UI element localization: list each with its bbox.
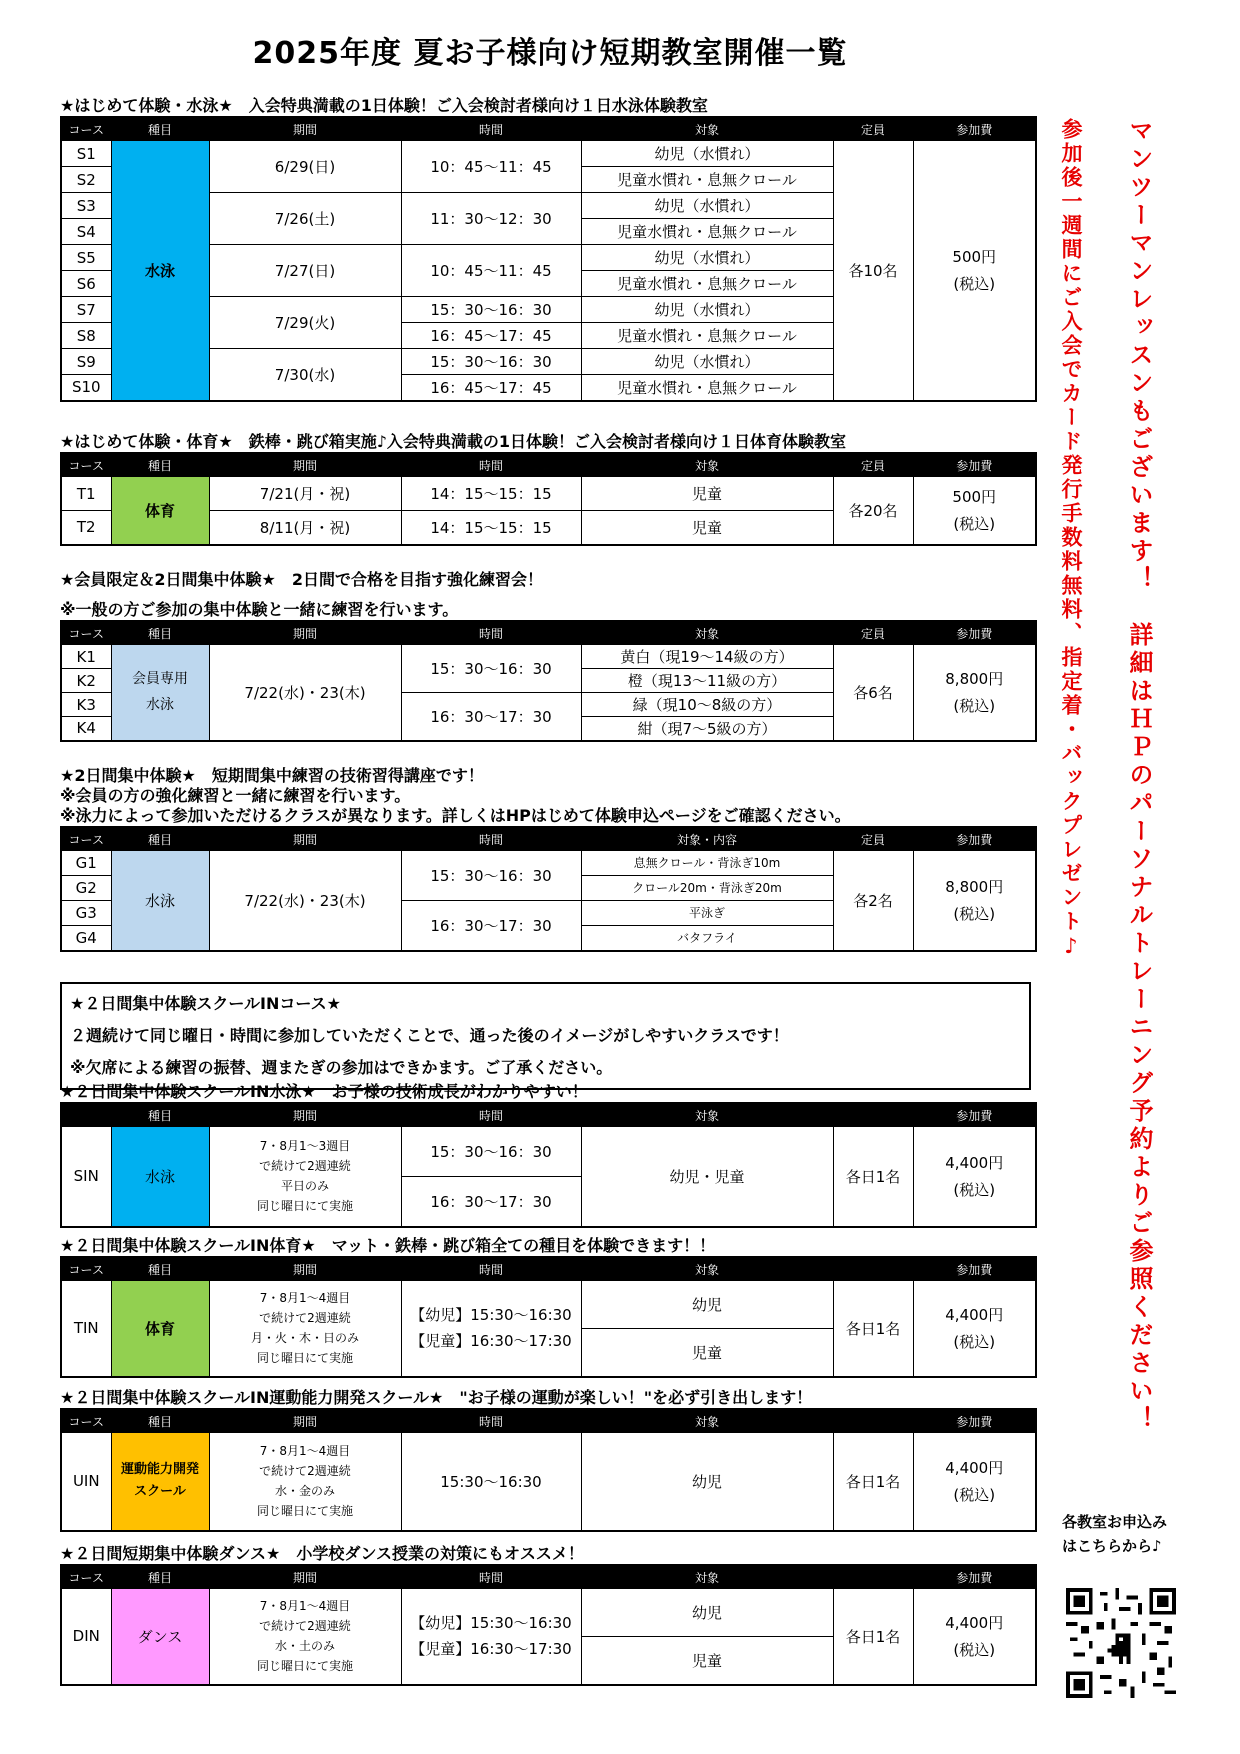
target-cell: 幼児 bbox=[581, 1589, 833, 1637]
course-code: K1 bbox=[61, 645, 111, 669]
category-cell: 水泳 bbox=[111, 851, 209, 951]
fee-cell bbox=[913, 1589, 1036, 1685]
course-code: G3 bbox=[61, 901, 111, 926]
qr-label-line: はこちらから♪ bbox=[1062, 1537, 1162, 1555]
period-cell bbox=[209, 1433, 401, 1531]
category-cell: 水泳 bbox=[111, 1127, 209, 1227]
course-code: TIN bbox=[61, 1281, 111, 1377]
target-cell: 児童水慣れ・息無クロール bbox=[581, 167, 833, 193]
school-in-info-box bbox=[60, 982, 1031, 1090]
course-code: S5 bbox=[61, 245, 111, 271]
capacity-cell: 各10名 bbox=[833, 141, 913, 401]
target-cell: 児童水慣れ・息無クロール bbox=[581, 323, 833, 349]
col-capacity bbox=[833, 1565, 913, 1589]
category-line: スクール bbox=[134, 1484, 186, 1500]
col-capacity bbox=[833, 1409, 913, 1433]
col-type: 種目 bbox=[111, 453, 209, 477]
target-cell: 児童 bbox=[581, 1637, 833, 1685]
target-cell: 平泳ぎ bbox=[581, 901, 833, 926]
col-fee: 参加費 bbox=[913, 1257, 1036, 1281]
section-heading: ★２日間集中体験スクールIN水泳★ お子様の技術成長がわかりやすい！ bbox=[60, 1082, 588, 1101]
col-target: 対象 bbox=[581, 1409, 833, 1433]
col-period: 期間 bbox=[209, 117, 401, 141]
col-capacity: 定員 bbox=[833, 453, 913, 477]
fee-amount: 4,400円 bbox=[945, 1306, 1004, 1325]
col-target: 対象 bbox=[581, 1257, 833, 1281]
col-type: 種目 bbox=[111, 1257, 209, 1281]
period-line: 同じ曜日にて実施 bbox=[256, 1504, 353, 1519]
target-cell: 児童水慣れ・息無クロール bbox=[581, 271, 833, 297]
course-code: K2 bbox=[61, 669, 111, 693]
date-cell: 8/11(月・祝) bbox=[209, 511, 401, 545]
time-cell: 14：15～15：15 bbox=[401, 511, 581, 545]
col-period: 期間 bbox=[209, 621, 401, 645]
time-cell: 16：30～17：30 bbox=[401, 901, 581, 951]
target-cell: 幼児（水慣れ） bbox=[581, 297, 833, 323]
fee-amount: 4,400円 bbox=[945, 1614, 1004, 1633]
fee-tax: (税込) bbox=[953, 1181, 996, 1200]
capacity-cell: 各6名 bbox=[833, 645, 913, 741]
target-cell: 児童水慣れ・息無クロール bbox=[581, 219, 833, 245]
page-title: 2025年度 夏お子様向け短期教室開催一覧 bbox=[252, 36, 848, 71]
category-cell: 水泳 bbox=[111, 141, 209, 401]
target-cell: 児童 bbox=[581, 511, 833, 545]
col-time: 時間 bbox=[401, 827, 581, 851]
period-line: 同じ曜日にて実施 bbox=[256, 1351, 353, 1366]
time-cell: 16：45～17：45 bbox=[401, 323, 581, 349]
fee-tax: (税込) bbox=[953, 697, 996, 716]
col-type: 種目 bbox=[111, 117, 209, 141]
time-cell: 14：15～15：15 bbox=[401, 477, 581, 511]
col-capacity bbox=[833, 1257, 913, 1281]
col-fee: 参加費 bbox=[913, 827, 1036, 851]
target-cell: 幼児（水慣れ） bbox=[581, 245, 833, 271]
period-line: 7・8月1～4週目 bbox=[259, 1291, 351, 1306]
course-code: S1 bbox=[61, 141, 111, 167]
col-time: 時間 bbox=[401, 453, 581, 477]
course-code: S4 bbox=[61, 219, 111, 245]
target-cell: 幼児 bbox=[581, 1281, 833, 1329]
col-capacity: 定員 bbox=[833, 621, 913, 645]
category-line: 水泳 bbox=[146, 697, 174, 714]
course-code: T2 bbox=[61, 511, 111, 545]
period-line: 水・金のみ bbox=[274, 1484, 335, 1499]
date-cell: 7/30(水) bbox=[209, 349, 401, 401]
col-course: コース bbox=[61, 827, 111, 851]
col-fee: 参加費 bbox=[913, 1103, 1036, 1127]
col-type: 種目 bbox=[111, 1565, 209, 1589]
col-target: 対象 bbox=[581, 117, 833, 141]
target-cell: 緑（現10～8級の方） bbox=[581, 693, 833, 717]
col-time: 時間 bbox=[401, 1409, 581, 1433]
category-cell: 体育 bbox=[111, 1281, 209, 1377]
col-target: 対象 bbox=[581, 453, 833, 477]
col-period: 期間 bbox=[209, 1103, 401, 1127]
target-cell: 息無クロール・背泳ぎ10m bbox=[581, 851, 833, 876]
section-din bbox=[60, 1544, 1035, 1686]
time-cell bbox=[401, 1281, 581, 1377]
col-type: 種目 bbox=[111, 827, 209, 851]
member-intensive-table bbox=[60, 620, 1037, 742]
fee-tax: (税込) bbox=[953, 275, 996, 294]
date-cell: 7/27(日) bbox=[209, 245, 401, 297]
fee-tax: (税込) bbox=[953, 1641, 996, 1660]
target-cell: 児童水慣れ・息無クロール bbox=[581, 375, 833, 401]
period-line: 7・8月1～4週目 bbox=[259, 1599, 351, 1614]
col-course: コース bbox=[61, 1409, 111, 1433]
date-cell: 7/29(火) bbox=[209, 297, 401, 349]
time-cell: 15:30～16:30 bbox=[401, 1433, 581, 1531]
side-text-join-bonus: 参加後一週間にご入会でカード発行手数料無料、指定着・バックプレゼント♪ bbox=[1059, 118, 1083, 961]
col-type: 種目 bbox=[111, 621, 209, 645]
target-cell: 児童 bbox=[581, 1329, 833, 1377]
section-two-day-intensive bbox=[60, 766, 1035, 952]
fee-tax: (税込) bbox=[953, 1486, 996, 1505]
period-line: で続けて2週連続 bbox=[259, 1464, 351, 1479]
course-code: S3 bbox=[61, 193, 111, 219]
section-heading: ★2日間集中体験★ 短期間集中練習の技術習得講座です！ bbox=[60, 766, 484, 785]
time-cell: 15：30～16：30 bbox=[401, 1127, 581, 1177]
col-period: 期間 bbox=[209, 1257, 401, 1281]
capacity-cell: 各日1名 bbox=[833, 1281, 913, 1377]
date-cell: 7/22(水)・23(木) bbox=[209, 851, 401, 951]
col-course: コース bbox=[61, 117, 111, 141]
time-cell: 10：45～11：45 bbox=[401, 141, 581, 193]
section-member-intensive bbox=[60, 570, 1035, 742]
uin-table bbox=[60, 1408, 1037, 1532]
col-time: 時間 bbox=[401, 1257, 581, 1281]
qr-label bbox=[1062, 1510, 1182, 1558]
time-cell: 15：30～16：30 bbox=[401, 349, 581, 375]
fee-amount: 8,800円 bbox=[945, 878, 1004, 897]
fee-cell bbox=[913, 141, 1036, 401]
fee-cell bbox=[913, 1127, 1036, 1227]
col-time: 時間 bbox=[401, 117, 581, 141]
course-code: S6 bbox=[61, 271, 111, 297]
capacity-cell: 各2名 bbox=[833, 851, 913, 951]
course-code: K3 bbox=[61, 693, 111, 717]
period-line: 月・火・木・日のみ bbox=[250, 1331, 359, 1346]
section-note: ※会員の方の強化練習と一緒に練習を行います。 bbox=[60, 786, 411, 805]
capacity-cell: 各日1名 bbox=[833, 1433, 913, 1531]
swim-trial-table bbox=[60, 116, 1037, 402]
col-time: 時間 bbox=[401, 621, 581, 645]
col-capacity: 定員 bbox=[833, 117, 913, 141]
date-cell: 6/29(日) bbox=[209, 141, 401, 193]
col-type: 種目 bbox=[111, 1103, 209, 1127]
fee-tax: (税込) bbox=[953, 905, 996, 924]
category-cell bbox=[111, 645, 209, 741]
date-cell: 7/21(月・祝) bbox=[209, 477, 401, 511]
course-code: S2 bbox=[61, 167, 111, 193]
time-cell: 16：30～17：30 bbox=[401, 693, 581, 741]
col-course: コース bbox=[61, 1565, 111, 1589]
info-line: ※欠席による練習の振替、週またぎの参加はできかます。ご了承ください。 bbox=[70, 1058, 613, 1077]
time-line: 【幼児】15:30～16:30 bbox=[410, 1306, 572, 1325]
category-cell: 体育 bbox=[111, 477, 209, 545]
col-type: 種目 bbox=[111, 1409, 209, 1433]
section-tin bbox=[60, 1236, 1035, 1378]
target-cell: 幼児（水慣れ） bbox=[581, 193, 833, 219]
col-course: コース bbox=[61, 621, 111, 645]
target-cell: 黄白（現19～14級の方） bbox=[581, 645, 833, 669]
fee-amount: 500円 bbox=[952, 488, 997, 507]
category-line: 運動能力開発 bbox=[120, 1462, 199, 1478]
section-swim-trial bbox=[60, 96, 1035, 402]
target-cell: 幼児 bbox=[581, 1433, 833, 1531]
course-code: S8 bbox=[61, 323, 111, 349]
col-period: 期間 bbox=[209, 827, 401, 851]
course-code: K4 bbox=[61, 717, 111, 741]
col-fee: 参加費 bbox=[913, 621, 1036, 645]
col-fee: 参加費 bbox=[913, 1565, 1036, 1589]
period-line: で続けて2週連続 bbox=[259, 1159, 351, 1174]
din-table bbox=[60, 1564, 1037, 1686]
time-cell bbox=[401, 1589, 581, 1685]
time-line: 【児童】16:30～17:30 bbox=[410, 1640, 572, 1659]
section-note: ※一般の方ご参加の集中体験と一緒に練習を行います。 bbox=[60, 600, 459, 619]
target-cell: 幼児（水慣れ） bbox=[581, 349, 833, 375]
side-text-mantoman: マンツーマンレッスンもございます！ 詳細はＨＰのパーソナルトレーニング予約よりご参照ください！ bbox=[1125, 118, 1153, 1434]
time-cell: 16：45～17：45 bbox=[401, 375, 581, 401]
time-cell: 10：45～11：45 bbox=[401, 245, 581, 297]
time-cell: 16：30～17：30 bbox=[401, 1177, 581, 1227]
col-period: 期間 bbox=[209, 1409, 401, 1433]
target-cell: クロール20m・背泳ぎ20m bbox=[581, 876, 833, 901]
capacity-cell: 各日1名 bbox=[833, 1127, 913, 1227]
target-cell: 児童 bbox=[581, 477, 833, 511]
period-line: で続けて2週連続 bbox=[259, 1311, 351, 1326]
col-course bbox=[61, 1103, 111, 1127]
fee-amount: 500円 bbox=[952, 248, 997, 267]
fee-cell bbox=[913, 477, 1036, 545]
course-code: DIN bbox=[61, 1589, 111, 1685]
period-cell bbox=[209, 1589, 401, 1685]
fee-cell bbox=[913, 1281, 1036, 1377]
col-target: 対象 bbox=[581, 1565, 833, 1589]
course-code: G2 bbox=[61, 876, 111, 901]
section-heading: ★２日間集中体験スクールIN運動能力開発スクール★ "お子様の運動が楽しい！"を必ず引き出します！ bbox=[60, 1388, 813, 1407]
col-fee: 参加費 bbox=[913, 117, 1036, 141]
section-heading: ★２日間集中体験スクールIN体育★ マット・鉄棒・跳び箱全ての種目を体験できます！！ bbox=[60, 1236, 716, 1255]
course-code: UIN bbox=[61, 1433, 111, 1531]
tin-table bbox=[60, 1256, 1037, 1378]
course-code: G4 bbox=[61, 926, 111, 951]
period-line: 平日のみ bbox=[280, 1179, 329, 1194]
section-uin bbox=[60, 1388, 1035, 1532]
period-cell bbox=[209, 1281, 401, 1377]
col-time: 時間 bbox=[401, 1565, 581, 1589]
period-cell bbox=[209, 1127, 401, 1227]
date-cell: 7/22(水)・23(木) bbox=[209, 645, 401, 741]
time-cell: 11：30～12：30 bbox=[401, 193, 581, 245]
course-code: SIN bbox=[61, 1127, 111, 1227]
period-line: 7・8月1～3週目 bbox=[259, 1139, 351, 1154]
section-heading: ★はじめて体験・水泳★ 入会特典満載の1日体験！ご入会検討者様向け１日水泳体験教室 bbox=[60, 96, 708, 115]
period-line: で続けて2週連続 bbox=[259, 1619, 351, 1634]
info-line: ２週続けて同じ曜日・時間に参加していただくことで、通った後のイメージがしやすいクラスです！ bbox=[70, 1026, 789, 1045]
info-line: ★２日間集中体験スクールINコース★ bbox=[70, 994, 341, 1013]
section-heading: ★２日間短期集中体験ダンス★ 小学校ダンス授業の対策にもオススメ！ bbox=[60, 1544, 584, 1563]
period-line: 7・8月1～4週目 bbox=[259, 1444, 351, 1459]
time-cell: 15：30～16：30 bbox=[401, 297, 581, 323]
section-heading: ★はじめて体験・体育★ 鉄棒・跳び箱実施♪入会特典満載の1日体験！ご入会検討者様向け１日体育体験教室 bbox=[60, 432, 847, 451]
section-heading: ★会員限定＆2日間集中体験★ 2日間で合格を目指す強化練習会！ bbox=[60, 570, 543, 589]
col-capacity bbox=[833, 1103, 913, 1127]
sin-table bbox=[60, 1102, 1037, 1228]
category-cell bbox=[111, 1433, 209, 1531]
time-line: 【児童】16:30～17:30 bbox=[410, 1332, 572, 1351]
fee-amount: 8,800円 bbox=[945, 670, 1004, 689]
capacity-cell: 各日1名 bbox=[833, 1589, 913, 1685]
target-cell: 幼児・児童 bbox=[581, 1127, 833, 1227]
section-pe-trial bbox=[60, 432, 1035, 546]
date-cell: 7/26(土) bbox=[209, 193, 401, 245]
two-day-intensive-table bbox=[60, 826, 1037, 952]
section-note: ※泳力によって参加いただけるクラスが異なります。詳しくはHPはじめて体験申込ページをご確認ください。 bbox=[60, 806, 851, 825]
course-code: S7 bbox=[61, 297, 111, 323]
target-cell: バタフライ bbox=[581, 926, 833, 951]
col-course: コース bbox=[61, 453, 111, 477]
col-time: 時間 bbox=[401, 1103, 581, 1127]
course-code: G1 bbox=[61, 851, 111, 876]
target-cell: 幼児（水慣れ） bbox=[581, 141, 833, 167]
course-code: S9 bbox=[61, 349, 111, 375]
fee-tax: (税込) bbox=[953, 515, 996, 534]
fee-amount: 4,400円 bbox=[945, 1459, 1004, 1478]
section-sin bbox=[60, 1082, 1035, 1228]
target-cell: 橙（現13～11級の方） bbox=[581, 669, 833, 693]
capacity-cell: 各20名 bbox=[833, 477, 913, 545]
col-fee: 参加費 bbox=[913, 1409, 1036, 1433]
time-cell: 15：30～16：30 bbox=[401, 851, 581, 901]
col-target: 対象 bbox=[581, 621, 833, 645]
target-cell: 紺（現7～5級の方） bbox=[581, 717, 833, 741]
fee-amount: 4,400円 bbox=[945, 1154, 1004, 1173]
qr-code-icon[interactable] bbox=[1066, 1588, 1176, 1698]
qr-label-line: 各教室お申込み bbox=[1062, 1513, 1168, 1531]
fee-tax: (税込) bbox=[953, 1333, 996, 1352]
col-period: 期間 bbox=[209, 453, 401, 477]
col-period: 期間 bbox=[209, 1565, 401, 1589]
period-line: 同じ曜日にて実施 bbox=[256, 1199, 353, 1214]
col-course: コース bbox=[61, 1257, 111, 1281]
category-line: 会員専用 bbox=[132, 671, 188, 688]
category-cell: ダンス bbox=[111, 1589, 209, 1685]
pe-trial-table bbox=[60, 452, 1037, 546]
time-cell: 15：30～16：30 bbox=[401, 645, 581, 693]
fee-cell bbox=[913, 851, 1036, 951]
fee-cell bbox=[913, 1433, 1036, 1531]
period-line: 水・土のみ bbox=[274, 1639, 335, 1654]
period-line: 同じ曜日にて実施 bbox=[256, 1659, 353, 1674]
col-target: 対象 bbox=[581, 1103, 833, 1127]
course-code: S10 bbox=[61, 375, 111, 401]
time-line: 【幼児】15:30～16:30 bbox=[410, 1614, 572, 1633]
fee-cell bbox=[913, 645, 1036, 741]
col-capacity: 定員 bbox=[833, 827, 913, 851]
col-target-content: 対象・内容 bbox=[581, 827, 833, 851]
course-code: T1 bbox=[61, 477, 111, 511]
col-fee: 参加費 bbox=[913, 453, 1036, 477]
